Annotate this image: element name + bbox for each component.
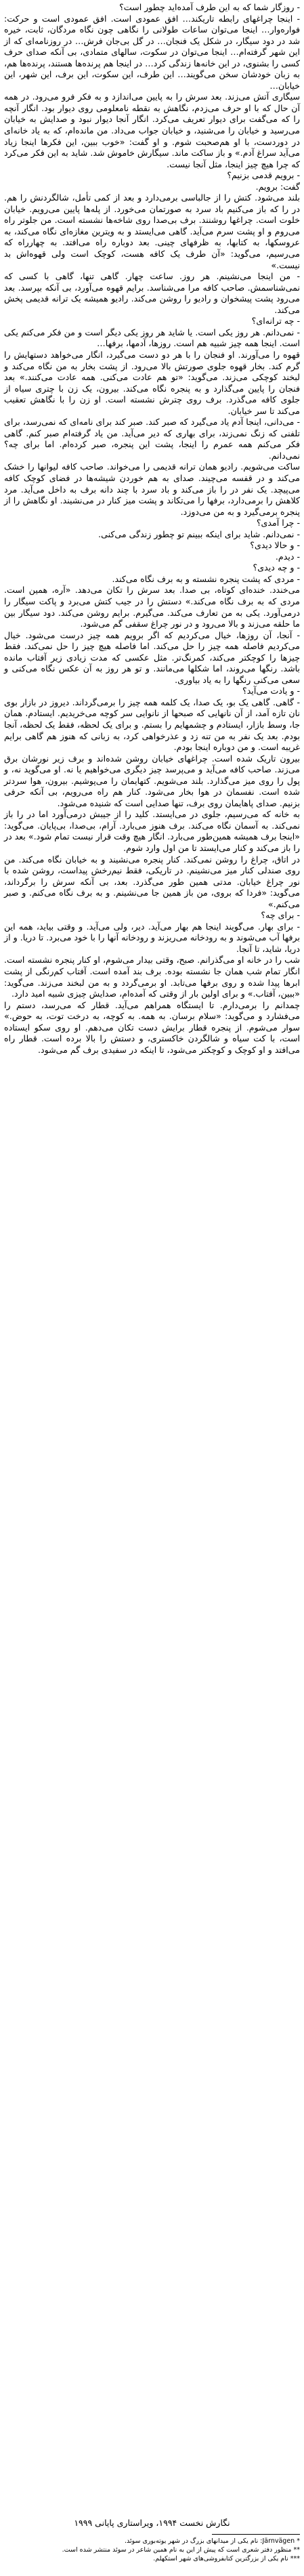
paragraph: ساکت می‌شویم. رادیو همان ترانه قدیمی را می‌خواند. صاحب کافه لیوانها را خشک می‌کند و در قفسه می‌چیند. صدای به هم خوردن شیشه‌ها در فضای کوچک کافه می‌پیچد. یک نفر در را باز می‌کند و باد سرد با چند دانه برف به داخل می‌آید. مرد کلاهش را برمی‌دارد، برفها را می‌تکاند و پشت میز کنار در می‌نشیند. او نگاهش را از پنجره برمی‌گیرد و به من می‌دوزد. (4, 461, 300, 517)
paragraph: - می‌دانی، اینجا آدم یاد می‌گیرد که صبر کند. صبر کند برای نامه‌ای که نمی‌رسد، برای تلفنی که زنگ نمی‌زند، برای بهاری که دیر می‌آید. من یاد گرفته‌ام صبر کنم. گاهی فکر می‌کنم همه عمرم را اینجا، پشت این پنجره، صبر کرده‌ام. اما برای چه؟ نمی‌دانم. (4, 417, 300, 461)
paragraph: - برای چه؟ (261, 910, 300, 921)
paragraph: - چه ترانه‌ای؟ (251, 316, 300, 327)
paragraph: به خانه که می‌رسیم، جلوی در می‌ایستد. کلید را از جیبش درمی‌آورد اما در را باز نمی‌کند. به آسمان نگاه می‌کند. برف هنوز می‌بارد. آرام، بی‌صدا، بی‌پایان. می‌گوید: «اینجا برف همیشه همین‌طور می‌بارد. انگار هیچ وقت قرار نیست تمام شود.» بعد در را باز می‌کند و کنار می‌ایستد تا من اول وارد شوم. (4, 809, 300, 854)
footnote: * Järnvägen: نام یکی از میدانهای بزرگ در شهر یوته‌بوری سوئد. (124, 2537, 300, 2545)
paragraph: گفت: برویم. (255, 181, 300, 192)
paragraph: در اتاق، چراغ را روشن نمی‌کند. کنار پنجره می‌نشیند و به خیابان نگاه می‌کند. من روی صندلی کنار میز می‌نشینم. در تاریکی، فقط نیم‌رخش پیداست، روشن شده با نور چراغ خیابان. مدتی همین طور می‌گذرد. بعد، بی آنکه سرش را برگرداند، می‌گوید: «فردا که بروی، من باز همین جا می‌نشینم. و به برف نگاه می‌کنم. و صبر می‌کنم.» (4, 854, 300, 909)
footnotes (4, 2537, 300, 2563)
paragraph: - برای بهار. می‌گویند اینجا هم بهار می‌آید. دیر، ولی می‌آید. و وقتی بیاید، همه این برفها آب می‌شوند و به رودخانه می‌ریزند و رودخانه آنها را با خود می‌برد. تا دریا. و از دریا، شاید، تا آنجا. (4, 921, 300, 954)
story-body (4, 2, 300, 1056)
paragraph: سیگاری آتش می‌زند. بعد سرش را به پایین می‌اندازد و به فکر فرو می‌رود. در همه آن حال که با او حرف می‌زدم، نگاهش به نقطه نامعلومی روی دیوار بود. انگار آنچه را که می‌گفت برای دیوار تعریف می‌کرد. انگار آنجا دیوار نبود و صدایش به خیابان می‌رسید و خیابان را می‌شنید، و خیابان جواب می‌داد. من مانده‌ام، که به یاد خانه‌ای در دوردست، با او هم‌صحبت شوم. و او گفت: «خوب ببین، این فکرها اینجا زیاد می‌آید سراغ آدم.» و باز ساکت ماند. سیگارش خاموش شد. شاید به این فکر می‌کرد که چرا هیچ چیز اینجا، مثل آنجا نیست. (4, 91, 300, 169)
footnote: *** نام یکی از بزرگترین کتابفروشی‌های شهر استکهلم. (153, 2555, 300, 2562)
footnote: ** منظور دفتر شعری است که پیش از این به نام همین شاعر در سوئد منتشر شده است. (62, 2546, 300, 2554)
paragraph: - برویم قدمی بزنیم؟ (227, 170, 300, 181)
paragraph: - من اینجا می‌نشینم. هر روز. ساعت چهار. گاهی تنها، گاهی با کسی که نمی‌شناسمش. صاحب کافه مرا می‌شناسد. برایم قهوه می‌آورد، بی آنکه بپرسد. بعد می‌رود پشت پیشخوان و رادیو را روشن می‌کند. رادیو همیشه یک ترانه قدیمی پخش می‌کند. (4, 271, 300, 315)
paragraph: - نمی‌دانم. شاید برای اینکه ببینم تو چطور زندگی می‌کنی. (98, 528, 300, 539)
paragraph: - گاهی. گاهی یک بو، یک صدا، یک کلمه همه چیز را برمی‌گرداند. دیروز در بازار بوی نان تازه آمد، از آن نانهایی که صبحها از نانوایی سر کوچه می‌خریدیم. ایستادم. همان جا، وسط بازار، ایستادم و چشمهایم را بستم. و برای یک لحظه، فقط یک لحظه، آنجا بودم. بعد یک نفر به من تنه زد و عذرخواهی کرد، به زبانی که هنوز هم گاهی برایم غریبه است. و من دوباره اینجا بودم. (4, 697, 300, 753)
paragraph: - مردی که پشت پنجره نشسته و به برف نگاه می‌کند. (112, 573, 300, 584)
paragraph: چمدانم را برمی‌دارم. تا ایستگاه همراهم می‌آید. قطار که می‌رسد، دستم را می‌فشارد و می‌گوید: «سلام برسان. به همه. به کوچه، به درخت توت، به حوض.» سوار می‌شوم. از پنجره قطار برایش دست تکان می‌دهم. او روی سکو ایستاده است، با کت سیاه و شالگردن خاکستری، و دستش را بالا برده است. قطار راه می‌افتد و او کوچک و کوچکتر می‌شود، تا اینکه در سفیدی برف گم می‌شود. (4, 999, 300, 1055)
paragraph: - و یادت می‌آید؟ (242, 686, 300, 697)
paragraph: - نمی‌دانم. هر روز یکی است. یا شاید هر روز یکی دیگر است و من فکر می‌کنم یکی است. اینجا همه چیز شبیه هم است. روزها، آدمها، برفها… (4, 327, 300, 349)
paragraph: - دیدم. (275, 551, 300, 562)
paragraph: - و حالا دیدی؟ (250, 540, 300, 551)
footnote-divider (212, 2534, 300, 2535)
signature-line: نگارش نخست ۱۹۹۴، ویراستاری پایانی ۱۹۹۹ (74, 2518, 230, 2528)
paragraph: بلند می‌شود. کتش را از جالباسی برمی‌دارد و بعد از کمی تأمل، شالگردنش را هم. در را که باز می‌کنیم باد سرد به صورتمان می‌خورد. از پله‌ها پایین می‌رویم. خیابان خلوت است. چراغها روشنند. برف بی‌صدا روی شاخه‌ها نشسته است. من جلوتر راه می‌روم و او پشت سرم می‌آید. گاهی می‌ایستد و به ویترین مغازه‌ای نگاه می‌کند، به عروسکها، به کتابها، به ظرفهای چینی. بعد دوباره راه می‌افتد. به چهارراه که می‌رسیم، می‌گوید: «آن طرف یک کافه هست، کوچک است ولی قهوه‌اش بد نیست.» (4, 192, 300, 270)
paragraph: می‌خندد. خنده‌ای کوتاه، بی صدا. بعد سرش را تکان می‌دهد. «آره، همین است. مردی که به برف نگاه می‌کند.» دستش را در جیب کتش می‌برد و پاکت سیگار را درمی‌آورد. یکی به من تعارف می‌کند. می‌گیرم. برایم روشن می‌کند. دود سیگار بین ما حلقه می‌زند و بالا می‌رود و در نور چراغ سقفی گم می‌شود. (4, 585, 300, 629)
paragraph: - و چه دیدی؟ (253, 562, 300, 573)
paragraph: - اینجا چراغهای رابطه تاریکند… افق عمودی است. افق عمودی است و حرکت: فواره‌وار… اینجا می‌توان ساعات طولانی را نگاهی چون نگاه مردگان، ثابت، خیره شد در دود سیگار، در شکل یک فنجان… در گل بی‌جان فرش… در روزنامه‌ای که از این شهر گرفته‌ام… اینجا می‌توان در سکوت، سالهای متمادی، بی آنکه صدای حرف کسی را بشنوی، در این خانه‌ها زندگی کرد… در اینجا هم پرنده‌ها هستند، پرنده‌ها هم، به زبان خودشان سخن می‌گویند… این طرف، این سکوت، این برف، این شهر، این خیابان… (4, 13, 300, 91)
paragraph: - روزگار شما که به این طرف آمده‌اید چطور است؟ (119, 2, 300, 12)
paragraph: بیرون تاریک شده است. چراغهای خیابان روشن شده‌اند و برف زیر نورشان برق می‌زند. صاحب کافه می‌آید و می‌پرسد چیز دیگری می‌خواهیم یا نه. او می‌گوید نه، و پول را روی میز می‌گذارد. بلند می‌شویم. کتهایمان را می‌پوشیم. بیرون، هوا سردتر شده است. نفسمان در هوا بخار می‌شود. کنار هم راه می‌رویم، بی آنکه حرفی بزنیم. صدای پاهایمان روی برف، تنها صدایی است که شنیده می‌شود. (4, 753, 300, 808)
paragraph: - آنجا، آن روزها، خیال می‌کردیم که اگر برویم همه چیز درست می‌شود. خیال می‌کردیم فاصله همه چیز را حل می‌کند. اما فاصله هیچ چیز را حل نمی‌کند. فقط چیزها را کوچکتر می‌کند، کمرنگ‌تر. مثل عکسی که مدت زیادی زیر آفتاب مانده باشد. رنگها می‌روند، اما شکلها می‌مانند. و تو هر روز به آن عکس نگاه می‌کنی و سعی می‌کنی رنگها را به یاد بیاوری. (4, 629, 300, 685)
paragraph: شب را در خانه او می‌گذرانم. صبح، وقتی بیدار می‌شوم، او کنار پنجره نشسته است. انگار تمام شب همان جا نشسته بوده. برف بند آمده است. آفتاب کم‌رنگی از پشت ابرها پیدا شده و روی برفها می‌تابد. او برمی‌گردد و به من لبخند می‌زند. می‌گوید: «ببین، آفتاب.» و برای اولین بار از وقتی که آمده‌ام، صدایش چیزی شبیه امید دارد. (4, 955, 300, 999)
paragraph: قهوه را می‌آورند. او فنجان را با هر دو دست می‌گیرد، انگار می‌خواهد دستهایش را گرم کند. بخار قهوه جلوی صورتش بالا می‌رود. از پشت بخار به من نگاه می‌کند و لبخند کوچکی می‌زند. می‌گوید: «تو هم عادت می‌کنی. همه عادت می‌کنند.» بعد فنجان را پایین می‌گذارد و به پنجره نگاه می‌کند. بیرون، یک زن با چتری سیاه از جلوی کافه می‌گذرد. برف روی چترش نشسته است. او زن را با نگاهش تعقیب می‌کند تا سر خیابان. (4, 349, 300, 416)
paragraph: - چرا آمدی؟ (256, 518, 300, 528)
